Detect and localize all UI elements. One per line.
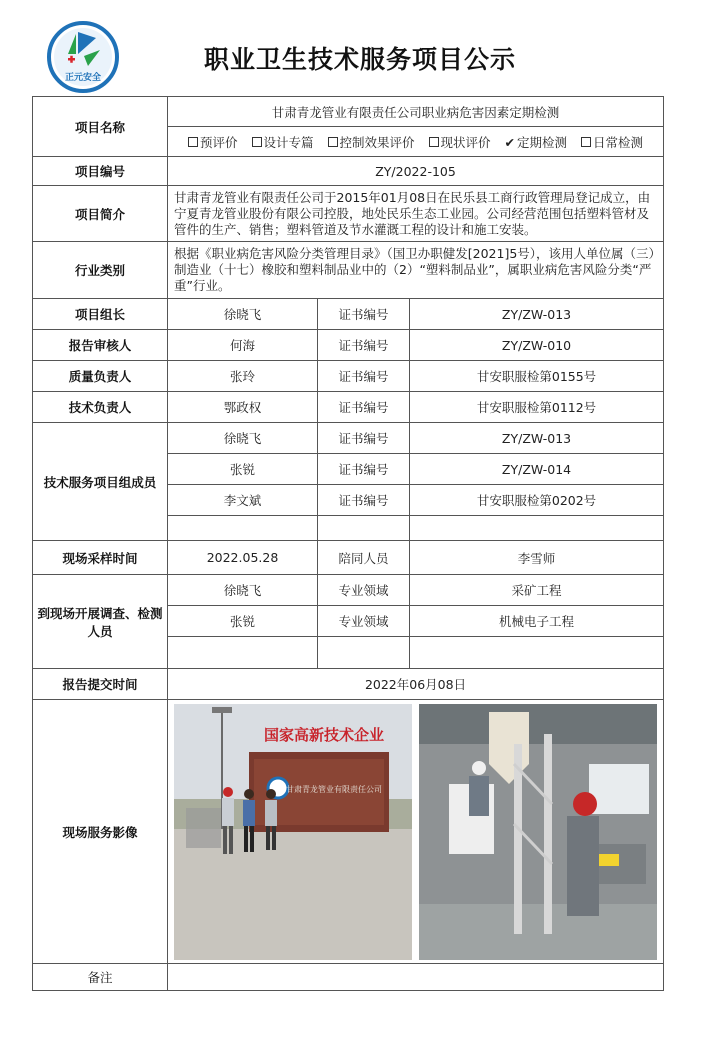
survey-label: 到现场开展调查、检测人员 <box>33 575 168 669</box>
industry-row <box>33 242 664 299</box>
photos-cell <box>168 700 664 964</box>
survey-row <box>33 575 664 606</box>
team-member-cert: ZY/ZW-014 <box>410 454 664 485</box>
leader-row <box>33 299 664 330</box>
quality-cert: 甘安职服检第0155号 <box>410 361 664 392</box>
empty-cell <box>168 637 318 669</box>
photos-row <box>33 700 664 964</box>
type-option: 预评价 <box>188 133 238 151</box>
reviewer-row <box>33 330 664 361</box>
type-option: 控制效果评价 <box>328 133 415 151</box>
type-option: 日常检测 <box>581 133 643 151</box>
leader-label: 项目组长 <box>33 299 168 330</box>
reviewer-name: 何海 <box>168 330 318 361</box>
industry-label: 行业类别 <box>33 242 168 299</box>
logo-text: 正元安全 <box>64 73 102 83</box>
survey-member-name: 张锐 <box>168 606 318 637</box>
page-title: 职业卫生技术服务项目公示 <box>203 45 516 74</box>
team-member-name: 李文斌 <box>168 485 318 516</box>
cert-label: 证书编号 <box>318 485 410 516</box>
survey-member-name: 徐晓飞 <box>168 575 318 606</box>
leader-name: 徐晓飞 <box>168 299 318 330</box>
cert-label: 证书编号 <box>318 299 410 330</box>
cert-label: 证书编号 <box>318 423 410 454</box>
type-option: 设计专篇 <box>252 133 314 151</box>
site-photo-workshop <box>419 704 657 960</box>
sampling-row <box>33 541 664 575</box>
remarks-label: 备注 <box>33 964 168 991</box>
submit-value: 2022年06月08日 <box>168 669 664 700</box>
tech-label: 技术负责人 <box>33 392 168 423</box>
tech-row <box>33 392 664 423</box>
photos-label: 现场服务影像 <box>33 700 168 964</box>
team-member-name: 徐晓飞 <box>168 423 318 454</box>
industry-value: 根据《职业病危害风险分类管理目录》（国卫办职健发[2021]5号），该用人单位属（三）制造业（十七）橡胶和塑料制品业中的（2）“塑料制品业”，属职业病危害风险分类“严重”行业。 <box>168 242 664 299</box>
remarks-value <box>168 964 664 991</box>
empty-cell <box>318 637 410 669</box>
team-member-cert: ZY/ZW-013 <box>410 423 664 454</box>
project-name-value: 甘肃青龙管业有限责任公司职业病危害因素定期检测 <box>168 97 664 127</box>
sampling-label: 现场采样时间 <box>33 541 168 575</box>
tech-cert: 甘安职服检第0112号 <box>410 392 664 423</box>
quality-label: 质量负责人 <box>33 361 168 392</box>
intro-row <box>33 186 664 242</box>
intro-label: 项目简介 <box>33 186 168 242</box>
sampling-date: 2022.05.28 <box>168 541 318 575</box>
cert-label: 证书编号 <box>318 392 410 423</box>
checkbox-icon <box>429 137 439 147</box>
project-type-checkboxes <box>168 127 664 157</box>
cert-label: 证书编号 <box>318 454 410 485</box>
photo-sign-text: 国家高新技术企业 <box>263 725 385 744</box>
quality-row <box>33 361 664 392</box>
checkbox-icon <box>252 137 262 147</box>
survey-member-field: 采矿工程 <box>410 575 664 606</box>
project-no-row <box>33 157 664 186</box>
empty-cell <box>410 637 664 669</box>
project-name-label: 项目名称 <box>33 97 168 157</box>
reviewer-cert: ZY/ZW-010 <box>410 330 664 361</box>
page-header <box>0 0 720 96</box>
empty-cell <box>410 516 664 541</box>
empty-cell <box>168 516 318 541</box>
cert-label: 证书编号 <box>318 361 410 392</box>
checkbox-icon <box>188 137 198 147</box>
quality-name: 张玲 <box>168 361 318 392</box>
checkbox-icon <box>328 137 338 147</box>
notice-table <box>32 96 664 991</box>
team-member-name: 张锐 <box>168 454 318 485</box>
reviewer-label: 报告审核人 <box>33 330 168 361</box>
team-row <box>33 423 664 454</box>
project-no-value: ZY/2022-105 <box>168 157 664 186</box>
survey-member-field: 机械电子工程 <box>410 606 664 637</box>
companion-label: 陪同人员 <box>318 541 410 575</box>
field-label: 专业领域 <box>318 575 410 606</box>
project-no-label: 项目编号 <box>33 157 168 186</box>
companion-name: 李雪师 <box>410 541 664 575</box>
checkmark-icon: ✔ <box>504 134 515 150</box>
cert-label: 证书编号 <box>318 330 410 361</box>
checkbox-icon <box>581 137 591 147</box>
site-photo-entrance <box>174 704 412 960</box>
team-label: 技术服务项目组成员 <box>33 423 168 541</box>
leader-cert: ZY/ZW-013 <box>410 299 664 330</box>
photo-plaque-text: 甘肃青龙管业有限责任公司 <box>286 784 382 794</box>
team-member-cert: 甘安职服检第0202号 <box>410 485 664 516</box>
empty-cell <box>318 516 410 541</box>
type-option: 现状评价 <box>429 133 491 151</box>
field-label: 专业领域 <box>318 606 410 637</box>
project-name-row <box>33 97 664 127</box>
submit-row <box>33 669 664 700</box>
tech-name: 鄂政权 <box>168 392 318 423</box>
intro-value: 甘肃青龙管业有限责任公司于2015年01月08日在民乐县工商行政管理局登记成立，由宁夏青龙管业股份有限公司控股，地处民乐生态工业园。公司经营范围包括塑料管材及管件的生产、销售；塑料管道及节水灌溉工程的设计和施工安装。 <box>168 186 664 242</box>
remarks-row <box>33 964 664 991</box>
type-option-checked: ✔ 定期检测 <box>504 134 568 150</box>
submit-label: 报告提交时间 <box>33 669 168 700</box>
